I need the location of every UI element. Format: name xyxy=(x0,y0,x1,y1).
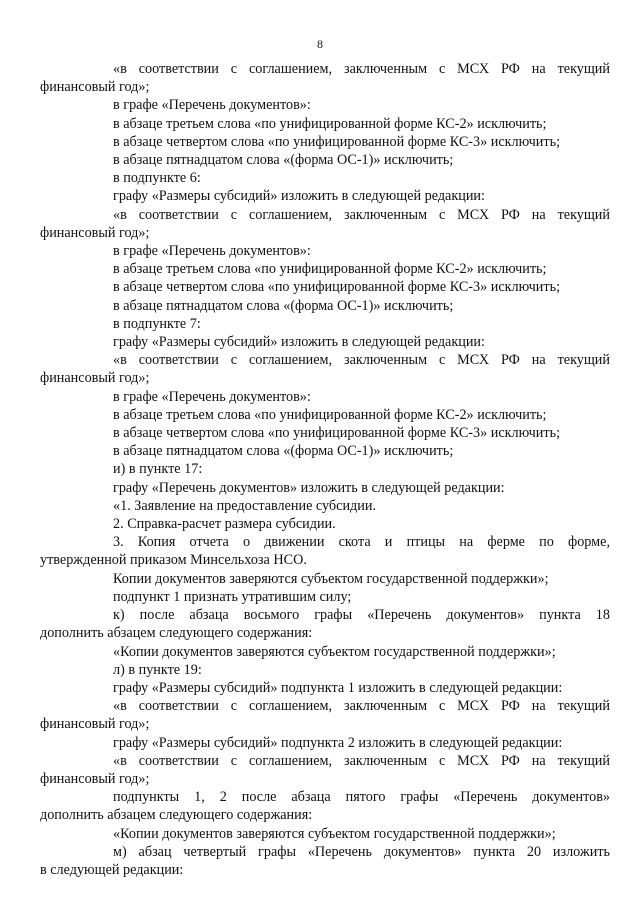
paragraph xyxy=(113,734,610,752)
paragraph-continuation: финансовый год»; xyxy=(40,79,150,96)
paragraph xyxy=(113,588,610,606)
paragraph-line: в абзаце третьем слова «по унифицированной форме КС-2» исключить; xyxy=(113,115,547,132)
paragraph xyxy=(113,260,610,278)
paragraph xyxy=(113,570,610,588)
paragraph xyxy=(40,843,610,879)
paragraph-line: «в соответствии с соглашением, заключенным с МСХ РФ на текущий xyxy=(113,352,610,369)
paragraph-line: м) абзац четвертый графы «Перечень документов» пункта 20 изложить xyxy=(113,843,610,860)
paragraph-line: графу «Размеры субсидий» подпункта 1 изложить в следующей редакции: xyxy=(113,679,563,696)
paragraph-line: в подпункте 7: xyxy=(113,315,201,332)
paragraph xyxy=(40,606,610,642)
paragraph-line: в графе «Перечень документов»: xyxy=(113,388,311,405)
paragraph-line: в абзаце пятнадцатом слова «(форма ОС-1)» исключить; xyxy=(113,297,454,314)
paragraph xyxy=(113,460,610,478)
paragraph xyxy=(113,497,610,515)
paragraph-line: «в соответствии с соглашением, заключенным с МСХ РФ на текущий xyxy=(113,698,610,715)
paragraph-continuation: утвержденной приказом Минсельхоза НСО. xyxy=(40,552,307,569)
paragraph xyxy=(40,697,610,733)
paragraph xyxy=(113,515,610,533)
paragraph xyxy=(113,169,610,187)
paragraph-line: л) в пункте 19: xyxy=(113,661,202,678)
paragraph xyxy=(113,442,610,460)
paragraph-line: 2. Справка-расчет размера субсидии. xyxy=(113,516,336,533)
paragraph xyxy=(113,115,610,133)
paragraph-continuation: дополнить абзацем следующего содержания: xyxy=(40,807,313,824)
paragraph xyxy=(40,206,610,242)
paragraph xyxy=(40,788,610,824)
paragraph-line: 3. Копия отчета о движении скота и птицы на ферме по форме, xyxy=(113,534,610,551)
paragraph xyxy=(40,752,610,788)
paragraph-line: в абзаце четвертом слова «по унифицированной форме КС-3» исключить; xyxy=(113,425,561,442)
paragraph-line: в графе «Перечень документов»: xyxy=(113,97,311,114)
paragraph-line: графу «Размеры субсидий» изложить в следующей редакции: xyxy=(113,188,485,205)
paragraph xyxy=(40,533,610,569)
paragraph xyxy=(113,406,610,424)
paragraph-line: Копии документов заверяются субъектом государственной поддержки»; xyxy=(113,570,549,587)
paragraph xyxy=(113,96,610,114)
paragraph xyxy=(113,424,610,442)
document-body xyxy=(40,60,610,879)
paragraph-line: подпункты 1, 2 после абзаца пятого графы «Перечень документов» xyxy=(113,789,610,806)
paragraph xyxy=(113,242,610,260)
paragraph-line: «1. Заявление на предоставление субсидии. xyxy=(113,497,376,514)
paragraph xyxy=(113,297,610,315)
paragraph-continuation: в следующей редакции: xyxy=(40,861,184,878)
paragraph xyxy=(113,151,610,169)
paragraph-line: в подпункте 6: xyxy=(113,170,201,187)
paragraph-line: «в соответствии с соглашением, заключенным с МСХ РФ на текущий xyxy=(113,61,610,77)
paragraph-continuation: финансовый год»; xyxy=(40,370,150,387)
paragraph-line: «в соответствии с соглашением, заключенным с МСХ РФ на текущий xyxy=(113,752,610,769)
paragraph-line: и) в пункте 17: xyxy=(113,461,203,478)
page-number: 8 xyxy=(317,37,323,51)
paragraph-line: в абзаце пятнадцатом слова «(форма ОС-1)» исключить; xyxy=(113,152,454,169)
paragraph-line: графу «Размеры субсидий» изложить в следующей редакции: xyxy=(113,334,485,351)
paragraph xyxy=(113,333,610,351)
paragraph-line: в абзаце четвертом слова «по унифицированной форме КС-3» исключить; xyxy=(113,133,561,150)
paragraph xyxy=(113,278,610,296)
paragraph-line: в абзаце третьем слова «по унифицированной форме КС-2» исключить; xyxy=(113,261,547,278)
paragraph-line: в абзаце пятнадцатом слова «(форма ОС-1)» исключить; xyxy=(113,443,454,460)
paragraph-line: графу «Перечень документов» изложить в следующей редакции: xyxy=(113,479,505,496)
paragraph-line: подпункт 1 признать утратившим силу; xyxy=(113,588,352,605)
paragraph xyxy=(40,351,610,387)
paragraph xyxy=(113,133,610,151)
paragraph xyxy=(113,679,610,697)
paragraph-line: к) после абзаца восьмого графы «Перечень документов» пункта 18 xyxy=(113,607,610,624)
paragraph-continuation: финансовый год»; xyxy=(40,770,150,787)
paragraph-line: графу «Размеры субсидий» подпункта 2 изложить в следующей редакции: xyxy=(113,734,563,751)
paragraph-continuation: дополнить абзацем следующего содержания: xyxy=(40,625,313,642)
paragraph xyxy=(113,479,610,497)
paragraph xyxy=(113,388,610,406)
paragraph xyxy=(113,315,610,333)
paragraph xyxy=(113,661,610,679)
paragraph-line: «Копии документов заверяются субъектом государственной поддержки»; xyxy=(113,643,556,660)
paragraph-line: в абзаце четвертом слова «по унифицированной форме КС-3» исключить; xyxy=(113,279,561,296)
paragraph xyxy=(40,60,610,96)
paragraph-line: в абзаце третьем слова «по унифицированной форме КС-2» исключить; xyxy=(113,406,547,423)
paragraph-line: «в соответствии с соглашением, заключенным с МСХ РФ на текущий xyxy=(113,206,610,223)
paragraph-continuation: финансовый год»; xyxy=(40,716,150,733)
paragraph xyxy=(113,187,610,205)
paragraph xyxy=(113,643,610,661)
paragraph-line: в графе «Перечень документов»: xyxy=(113,243,311,260)
paragraph xyxy=(113,825,610,843)
paragraph-line: «Копии документов заверяются субъектом государственной поддержки»; xyxy=(113,825,556,842)
paragraph-continuation: финансовый год»; xyxy=(40,224,150,241)
